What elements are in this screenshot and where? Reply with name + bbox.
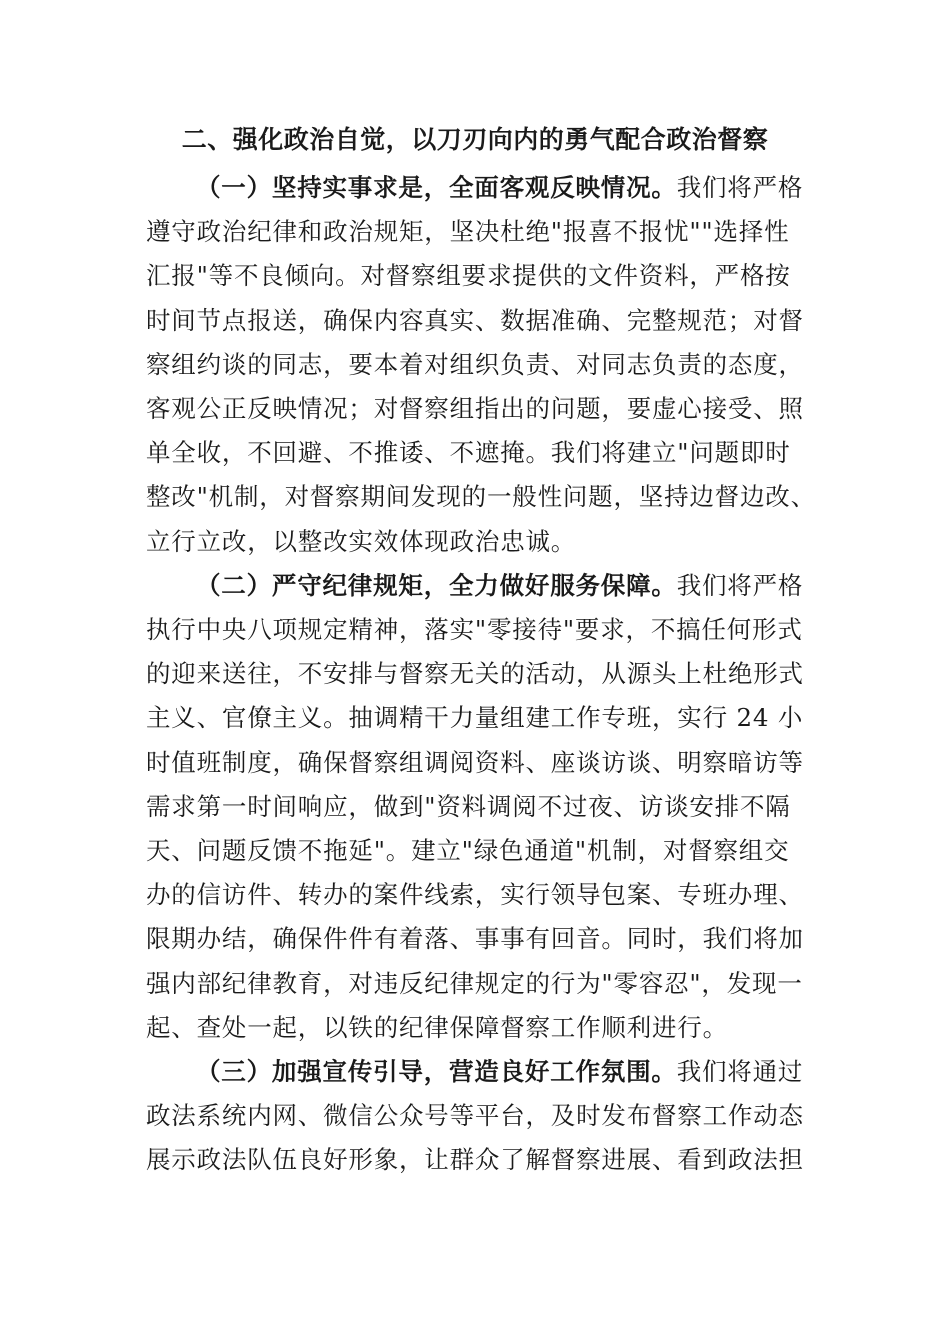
- text-line: [146, 873, 804, 917]
- paragraph-lead: （二）严守纪律规矩，全力做好服务保障。: [196, 570, 677, 600]
- text-line: [146, 431, 791, 475]
- text-line: [196, 1050, 803, 1094]
- text-line: [146, 254, 791, 298]
- line-text: 的迎来送往，不安排与督察无关的活动，从源头上杜绝形式: [146, 659, 804, 689]
- line-text: 我们将通过: [676, 1057, 804, 1086]
- line-text: 时值班制度，确保督察组调阅资料、座谈访谈、明察暗访等: [146, 747, 804, 777]
- line-text: 整改"机制，对督察期间发现的一般性问题，坚持边督边改、: [146, 482, 816, 512]
- line-text: 主义、官僚主义。抽调精干力量组建工作专班，实行 24 小: [146, 703, 804, 733]
- line-text: 政法系统内网、微信公众号等平台，及时发布督察工作动态: [146, 1101, 804, 1131]
- line-text: 执行中央八项规定精神，落实"零接待"要求，不搞任何形式: [146, 615, 803, 644]
- text-line: [146, 608, 803, 652]
- text-line: [196, 166, 803, 210]
- line-text: 我们将严格: [676, 570, 804, 600]
- text-line: [146, 520, 576, 564]
- line-text: 需求第一时间响应，做到"资料调阅不过夜、访谈安排不隔: [146, 791, 791, 821]
- text-line: [146, 343, 804, 387]
- line-text: 遵守政治纪律和政治规矩，坚决杜绝"报喜不报忧""选择性: [146, 217, 790, 247]
- section-heading: 二、强化政治自觉，以刀刃向内的勇气配合政治督察: [181, 125, 769, 154]
- line-text: 限期办结，确保件件有着落、事事有回音。同时，我们将加: [146, 924, 804, 954]
- paragraph-lead: （一）坚持实事求是，全面客观反映情况。: [196, 173, 677, 202]
- text-line: [146, 299, 804, 343]
- line-text: 客观公正反映情况；对督察组指出的问题，要虚心接受、照: [146, 394, 804, 423]
- text-line: [146, 917, 804, 961]
- text-line: [196, 564, 803, 608]
- line-text: 单全收，不回避、不推诿、不遮掩。我们将建立"问题即时: [146, 438, 791, 468]
- text-line: [146, 1138, 804, 1182]
- text-line: [146, 741, 804, 785]
- text-line: [146, 652, 804, 696]
- text-line: [146, 829, 789, 873]
- line-text: 天、问题反馈不拖延"。建立"绿色通道"机制，对督察组交: [146, 836, 790, 865]
- text-line: [146, 387, 804, 431]
- line-text: 强内部纪律教育，对违反纪律规定的行为"零容忍"，发现一: [146, 968, 803, 998]
- line-text: 起、查处一起，以铁的纪律保障督察工作顺利进行。: [146, 1012, 728, 1042]
- paragraph-lead: （三）加强宣传引导，营造良好工作氛围。: [196, 1057, 677, 1086]
- line-text: 察组约谈的同志，要本着对组织负责、对同志负责的态度，: [146, 349, 804, 379]
- text-line: [146, 1006, 728, 1050]
- text-line: [146, 696, 803, 740]
- line-text: 展示政法队伍良好形象，让群众了解督察进展、看到政法担: [146, 1145, 804, 1175]
- text-line: [146, 475, 816, 519]
- text-line: [146, 962, 803, 1006]
- line-text: 汇报"等不良倾向。对督察组要求提供的文件资料，严格按: [146, 261, 791, 291]
- line-text: 我们将严格: [676, 173, 804, 202]
- text-line: [146, 210, 789, 254]
- line-text: 办的信访件、转办的案件线索，实行领导包案、专班办理、: [146, 880, 804, 910]
- text-line: [146, 785, 791, 829]
- line-text: 时间节点报送，确保内容真实、数据准确、完整规范；对督: [146, 305, 804, 335]
- text-line: [146, 1094, 804, 1138]
- line-text: 立行立改，以整改实效体现政治忠诚。: [146, 526, 577, 556]
